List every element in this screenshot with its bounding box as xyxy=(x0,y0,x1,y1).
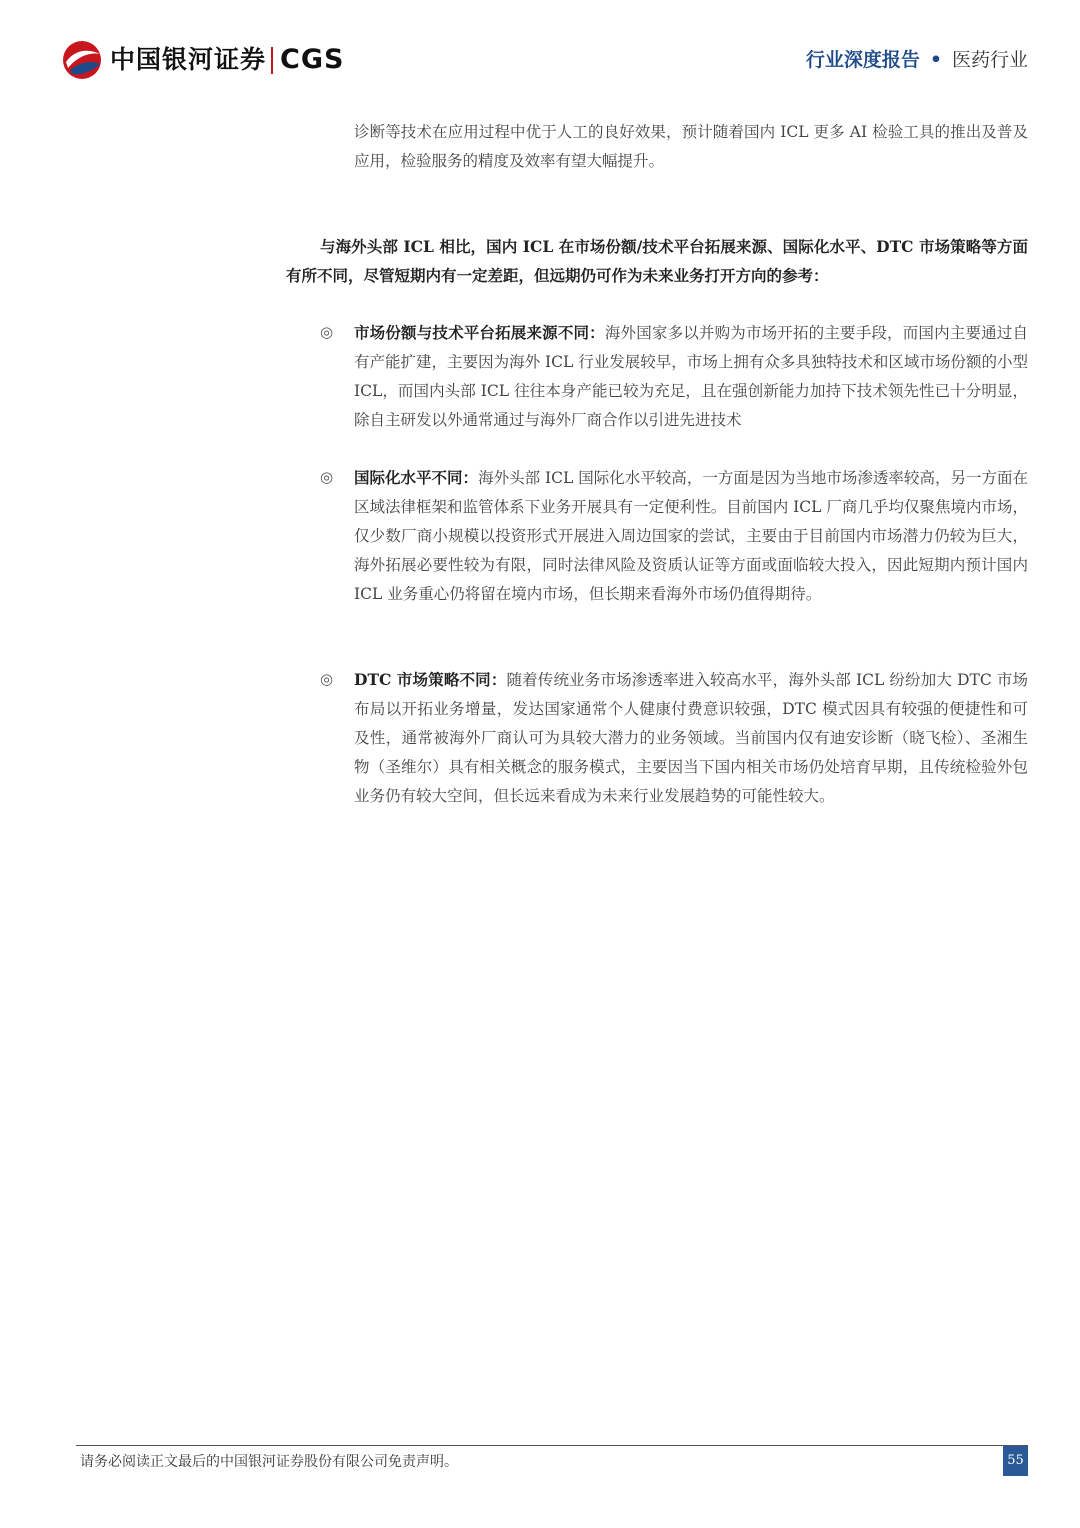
bullet-heading: 国际化水平不同： xyxy=(354,468,479,487)
bullet-text xyxy=(354,318,1028,435)
bullet-body: 海外国家多以并购为市场开拓的主要手段，而国内主要通过自有产能扩建，主要因为海外 ICL 行业发展较早，市场上拥有众多具独特技术和区域市场份额的小型 ICL，而国内头部 ICL 往往本身产能已较为充足，且在强创新能力加持下技术领先性已十分明显，除自主研发以外通常通过与海外厂商合作以引进先进技术 xyxy=(354,324,1028,429)
page-number-badge: 55 xyxy=(1003,1446,1028,1476)
page-header xyxy=(0,0,1080,100)
logo-chinese-name: 中国银河证券 xyxy=(110,45,267,74)
bullet-body: 随着传统业务市场渗透率进入较高水平，海外头部 ICL 纷纷加大 DTC 市场布局以开拓业务增量，发达国家通常个人健康付费意识较强，DTC 模式因具有较强的便捷性和可及性，通常被海外厂商认可为具较大潜力的业务领域。当前国内仅有迪安诊断（晓飞检）、圣湘生物（圣维尔）具有相关概念的服务模式，主要因当下国内相关市场仍处培育早期，且传统检验外包业务仍有较大空间，但长远来看成为未来行业发展趋势的可能性较大。 xyxy=(354,671,1028,805)
header-separator-dot: • xyxy=(929,49,942,71)
cgs-logo-icon xyxy=(60,40,104,80)
bullet-symbol-icon: ◎ xyxy=(320,670,334,688)
lead-paragraph: 与海外头部 ICL 相比，国内 ICL 在市场份额/技术平台拓展来源、国际化水平、DTC 市场策略等方面有所不同，尽管短期内有一定差距，但远期仍可作为未来业务打开方向的参考： xyxy=(286,237,1028,285)
logo-english-name: CGS xyxy=(280,44,345,75)
report-category xyxy=(806,45,1028,75)
bullet-symbol-icon: ◎ xyxy=(320,468,334,486)
bullet-item-dtc-strategy xyxy=(320,665,1028,811)
bullet-text xyxy=(354,665,1028,811)
intro-paragraph: 诊断等技术在应用过程中优于人工的良好效果，预计随着国内 ICL 更多 AI 检验工具的推出及普及应用，检验服务的精度及效率有望大幅提升。 xyxy=(354,123,1028,170)
bullet-symbol-icon: ◎ xyxy=(320,323,334,341)
footer-divider xyxy=(76,1445,1028,1446)
logo-divider xyxy=(271,47,273,74)
bullet-heading: DTC 市场策略不同： xyxy=(354,670,507,689)
bullet-text xyxy=(354,463,1028,609)
brand-logo xyxy=(60,40,344,80)
bullet-item-market-share xyxy=(320,318,1028,435)
report-type: 行业深度报告 xyxy=(805,49,920,71)
bullet-item-internationalization xyxy=(320,463,1028,609)
footer-disclaimer: 请务必阅读正文最后的中国银河证券股份有限公司免责声明。 xyxy=(80,1454,458,1470)
bullet-heading: 市场份额与技术平台拓展来源不同： xyxy=(354,323,605,342)
bullet-body: 海外头部 ICL 国际化水平较高，一方面是因为当地市场渗透率较高，另一方面在区域法律框架和监管体系下业务开展具有一定便利性。目前国内 ICL 厂商几乎均仅聚焦境内市场，仅少数厂商小规模以投资形式开展进入周边国家的尝试，主要由于目前国内市场潜力仍较为巨大，海外拓展必要性较为有限，同时法律风险及资质认证等方面或面临较大投入，因此短期内预计国内 ICL 业务重心仍将留在境内市场，但长期来看海外市场仍值得期待。 xyxy=(354,469,1028,603)
industry-label: 医药行业 xyxy=(951,49,1028,71)
